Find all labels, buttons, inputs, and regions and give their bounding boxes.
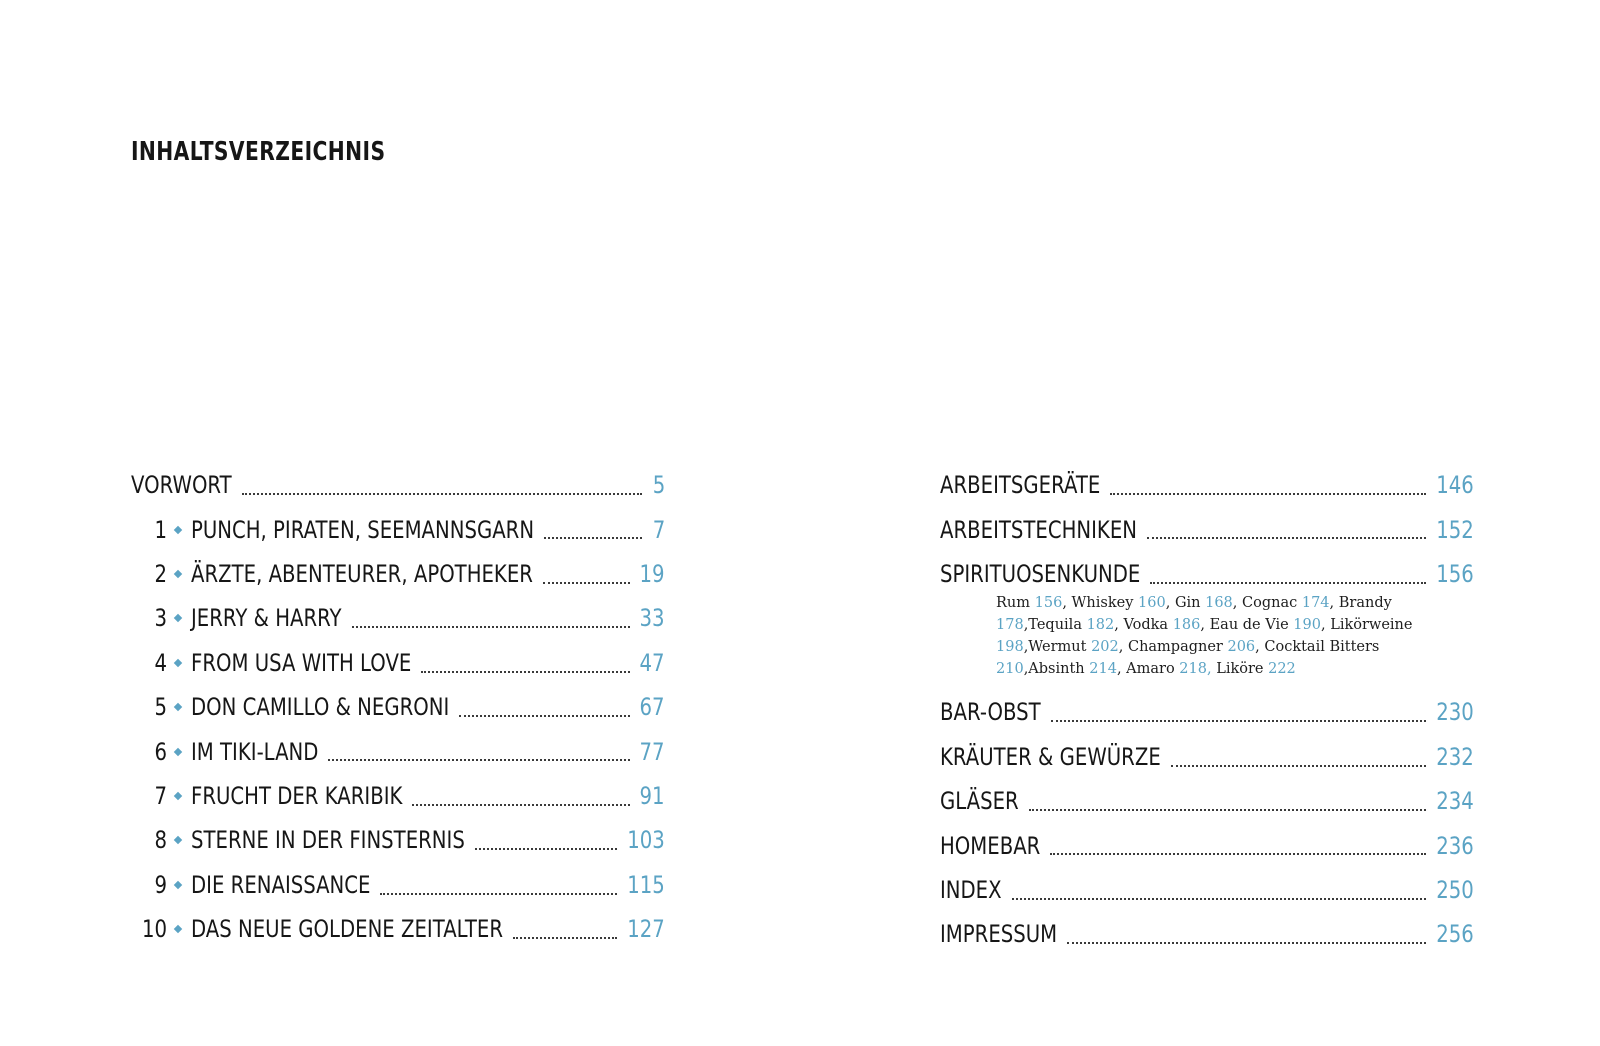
diamond-bullet-icon <box>174 880 182 888</box>
toc-entry-page: 232 <box>1436 742 1474 771</box>
spirit-page: 182 <box>1086 617 1115 634</box>
toc-entry-label: ARBEITSGERÄTE <box>940 471 1101 500</box>
dot-leader <box>459 715 630 717</box>
chapter-number: 5 <box>154 693 167 722</box>
spirit-page: 222 <box>1268 661 1296 678</box>
spirit-page: 218, <box>1179 661 1212 678</box>
toc-left-column <box>131 463 665 951</box>
dot-leader <box>513 937 617 939</box>
spirit-name[interactable]: Wermut <box>1028 639 1087 656</box>
toc-entry-page: 67 <box>639 693 665 722</box>
chapter-number: 6 <box>154 737 167 766</box>
chapter-number: 9 <box>154 870 167 899</box>
toc-entry[interactable] <box>940 779 1474 823</box>
toc-entry[interactable] <box>940 507 1474 551</box>
dot-leader <box>328 759 630 761</box>
toc-entry[interactable] <box>131 507 665 551</box>
spirit-separator: , <box>1114 617 1124 634</box>
spirit-separator: , <box>1232 595 1243 612</box>
spirit-page: 190 <box>1293 617 1321 634</box>
spirit-separator: , <box>1255 639 1265 656</box>
toc-entry-label: ARBEITSTECHNIKEN <box>940 515 1137 544</box>
dot-leader <box>1050 853 1426 855</box>
spirit-name[interactable]: Tequila <box>1028 617 1082 634</box>
diamond-bullet-icon <box>174 703 182 711</box>
toc-entry-page: 156 <box>1436 559 1474 588</box>
toc-entry-label: JERRY & HARRY <box>191 604 342 633</box>
toc-entry-label: ÄRZTE, ABENTEURER, APOTHEKER <box>191 559 533 588</box>
toc-entry-label: INDEX <box>940 875 1002 904</box>
toc-entry[interactable] <box>131 641 665 685</box>
dot-leader <box>1029 809 1427 811</box>
dot-leader <box>1150 582 1426 584</box>
toc-entry-page: 234 <box>1436 787 1474 816</box>
toc-entry[interactable] <box>131 552 665 596</box>
toc-entry[interactable] <box>131 685 665 729</box>
toc-entry-label: DIE RENAISSANCE <box>191 870 371 899</box>
chapter-number: 10 <box>141 915 167 944</box>
toc-entry[interactable] <box>131 463 665 507</box>
diamond-bullet-icon <box>174 792 182 800</box>
dot-leader <box>1067 942 1426 944</box>
dot-leader <box>352 626 630 628</box>
toc-entry[interactable] <box>940 868 1474 912</box>
toc-entry-label: IMPRESSUM <box>940 920 1058 949</box>
spirit-name[interactable]: Rum <box>996 595 1031 612</box>
spirit-name[interactable]: Likörweine <box>1330 617 1413 634</box>
dot-leader <box>380 893 617 895</box>
spirit-page: 214 <box>1089 661 1117 678</box>
spirit-page: 174 <box>1301 595 1330 612</box>
toc-entry-page: 7 <box>652 515 665 544</box>
spirit-page: 198 <box>996 639 1024 656</box>
spirit-page: 168 <box>1205 595 1233 612</box>
toc-entry-label: STERNE IN DER FINSTERNIS <box>191 826 465 855</box>
spirit-name[interactable]: Absinth <box>1028 661 1085 678</box>
toc-entry-label: KRÄUTER & GEWÜRZE <box>940 742 1161 771</box>
spirit-separator: , <box>1118 639 1128 656</box>
chapter-number: 4 <box>154 648 167 677</box>
dot-leader <box>1110 493 1426 495</box>
toc-entry[interactable] <box>131 818 665 862</box>
spirit-page: 160 <box>1138 595 1166 612</box>
toc-entry-label: IM TIKI-LAND <box>191 737 319 766</box>
chapter-number: 7 <box>154 781 167 810</box>
diamond-bullet-icon <box>174 525 182 533</box>
page-title: INHALTSVERZEICHNIS <box>131 137 386 167</box>
spirit-name[interactable]: Vodka <box>1123 617 1169 634</box>
dot-leader <box>544 537 642 539</box>
toc-entry-page: 33 <box>639 604 665 633</box>
toc-entry[interactable] <box>940 463 1474 507</box>
spirits-sublist <box>996 592 1426 680</box>
toc-entry-page: 256 <box>1436 920 1474 949</box>
toc-entry[interactable] <box>940 912 1474 956</box>
spirit-name[interactable]: Whiskey <box>1071 595 1134 612</box>
spirit-separator: , <box>1320 617 1331 634</box>
diamond-bullet-icon <box>174 747 182 755</box>
dot-leader <box>1051 720 1427 722</box>
spirit-page: 156 <box>1034 595 1063 612</box>
toc-entry-page: 19 <box>639 559 665 588</box>
spirit-name[interactable]: Eau de Vie <box>1209 617 1289 634</box>
toc-entry-page: 250 <box>1436 875 1474 904</box>
spirit-separator: , <box>1062 595 1072 612</box>
toc-entry-page: 103 <box>627 826 665 855</box>
spirit-page: 206 <box>1227 639 1256 656</box>
spirit-name[interactable]: Brandy <box>1338 595 1392 612</box>
spirit-name[interactable]: Amaro <box>1126 661 1175 678</box>
diamond-bullet-icon <box>174 925 182 933</box>
spirit-page: 178 <box>996 617 1024 634</box>
toc-entry-page: 146 <box>1436 471 1474 500</box>
spirit-separator: , <box>1023 661 1029 678</box>
spirit-separator: , <box>1165 595 1175 612</box>
toc-entry-page: 91 <box>639 781 665 810</box>
spirit-separator: , <box>1116 661 1127 678</box>
toc-entry-label: BAR-OBST <box>940 698 1041 727</box>
toc-entry-label: FRUCHT DER KARIBIK <box>191 781 403 810</box>
dot-leader <box>475 848 618 850</box>
spirit-name[interactable]: Gin <box>1174 595 1201 612</box>
toc-entry[interactable] <box>131 596 665 640</box>
spirit-page: 210 <box>996 661 1024 678</box>
spirit-separator: , <box>1329 595 1339 612</box>
spirit-name[interactable]: Champagner <box>1127 639 1223 656</box>
diamond-bullet-icon <box>174 659 182 667</box>
chapter-number: 3 <box>154 604 167 633</box>
spirit-page: 202 <box>1091 639 1119 656</box>
dot-leader <box>242 493 643 495</box>
chapter-number: 2 <box>154 559 167 588</box>
toc-entry-page: 115 <box>627 870 665 899</box>
spirit-name[interactable]: Liköre <box>1216 661 1264 678</box>
dot-leader <box>1012 898 1427 900</box>
chapter-number: 8 <box>154 826 167 855</box>
toc-entry[interactable] <box>940 823 1474 867</box>
toc-entry[interactable] <box>940 690 1474 734</box>
dot-leader <box>543 582 630 584</box>
dot-leader <box>1171 765 1427 767</box>
diamond-bullet-icon <box>174 570 182 578</box>
toc-entry-label: DAS NEUE GOLDENE ZEITALTER <box>191 915 504 944</box>
toc-entry-page: 5 <box>652 471 665 500</box>
toc-entry-label: DON CAMILLO & NEGRONI <box>191 693 450 722</box>
toc-entry-label: HOMEBAR <box>940 831 1041 860</box>
toc-entry[interactable] <box>131 774 665 818</box>
diamond-bullet-icon <box>174 836 182 844</box>
toc-entry[interactable] <box>131 863 665 907</box>
spirit-page: 186 <box>1172 617 1201 634</box>
toc-entry-label: PUNCH, PIRATEN, SEEMANNSGARN <box>191 515 535 544</box>
toc-entry-page: 236 <box>1436 831 1474 860</box>
toc-entry[interactable] <box>131 907 665 951</box>
toc-entry-label: VORWORT <box>131 471 232 500</box>
spirit-separator: , <box>1023 617 1029 634</box>
toc-entry-label: GLÄSER <box>940 787 1019 816</box>
toc-entry-page: 127 <box>627 915 665 944</box>
toc-entry-page: 47 <box>639 648 665 677</box>
toc-entry-page: 230 <box>1436 698 1474 727</box>
toc-entry-label: FROM USA WITH LOVE <box>191 648 412 677</box>
dot-leader <box>421 671 630 673</box>
spirit-separator: , <box>1023 639 1029 656</box>
chapter-number: 1 <box>154 515 167 544</box>
toc-entry-page: 152 <box>1436 515 1474 544</box>
spirit-separator: , <box>1200 617 1210 634</box>
toc-entry[interactable] <box>940 735 1474 779</box>
diamond-bullet-icon <box>174 614 182 622</box>
dot-leader <box>1147 537 1426 539</box>
toc-entry-label: SPIRITUOSENKUNDE <box>940 559 1141 588</box>
toc-entry[interactable] <box>131 729 665 773</box>
spirit-name[interactable]: Cognac <box>1242 595 1298 612</box>
toc-right-column <box>940 463 1474 957</box>
dot-leader <box>412 804 630 806</box>
spirit-name[interactable]: Cocktail Bitters <box>1264 639 1380 656</box>
toc-entry-page: 77 <box>639 737 665 766</box>
toc-entry[interactable] <box>940 552 1474 596</box>
